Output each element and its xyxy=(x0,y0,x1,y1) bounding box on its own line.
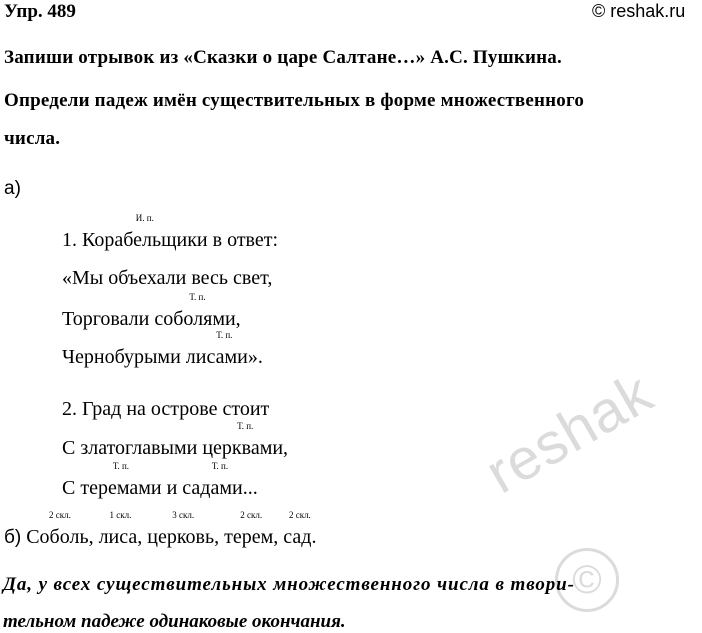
annotated-word xyxy=(80,461,162,500)
case-label: Т. п. xyxy=(189,292,206,302)
case-label: И. п. xyxy=(135,213,154,223)
watermark-text: reshak xyxy=(475,359,664,507)
declension-word xyxy=(224,510,279,549)
declension-label: 2 скл. xyxy=(288,510,311,520)
part-b-label: б) xyxy=(4,527,22,548)
word: теремами xyxy=(80,477,162,499)
line-text: Чернобурыми xyxy=(62,346,181,368)
line-text: С xyxy=(62,477,76,499)
annotated-word xyxy=(154,292,241,331)
declension-word xyxy=(98,510,143,549)
stanza-2-line-2 xyxy=(62,421,289,460)
stanza-1-line-3 xyxy=(62,292,241,331)
declension-word xyxy=(147,510,220,549)
answer-line-1: Да, у всех существительных множественного числа в твори- xyxy=(3,574,575,595)
declension-word xyxy=(283,510,317,549)
stanza-1-line-1 xyxy=(62,213,279,252)
annotated-word xyxy=(202,421,289,460)
word: сад. xyxy=(283,526,317,548)
declension-word xyxy=(26,510,94,549)
stanza-2-line-3 xyxy=(62,461,258,500)
case-label: Т. п. xyxy=(216,330,233,340)
task-line-2: Определи падеж имён существительных в форме множественного xyxy=(4,90,585,111)
declension-label: 3 скл. xyxy=(172,510,195,520)
line-number: 1. xyxy=(62,229,77,251)
word: лисами». xyxy=(185,346,263,368)
word: Соболь, xyxy=(26,526,94,548)
watermark-copyright-icon: © xyxy=(555,548,619,612)
part-b-line xyxy=(4,510,317,549)
part-a-label: а) xyxy=(4,178,21,199)
stanza-1-line-4 xyxy=(62,330,263,369)
word: соболями, xyxy=(154,308,241,330)
task-line-1: Запиши отрывок из «Сказки о царе Салтане…» А.С. Пушкина. xyxy=(4,47,562,68)
task-line-3: числа. xyxy=(4,128,61,149)
line-text: и xyxy=(166,477,178,499)
declension-label: 2 скл. xyxy=(240,510,263,520)
exercise-number: Упр. 489 xyxy=(4,1,76,22)
site-credit: © reshak.ru xyxy=(592,1,686,21)
stanza-2-line-1: 2. Град на острове стоит xyxy=(62,398,270,420)
line-text: в ответ: xyxy=(212,229,279,251)
line-text: Торговали xyxy=(62,308,150,330)
word: церквами, xyxy=(202,437,289,459)
case-label: Т. п. xyxy=(237,421,254,431)
case-label: Т. п. xyxy=(211,461,229,471)
stanza-1-line-2: «Мы объехали весь свет, xyxy=(62,267,273,289)
line-text: С златоглавыми xyxy=(62,437,198,459)
case-label: Т. п. xyxy=(112,461,130,471)
declension-label: 2 скл. xyxy=(48,510,71,520)
word: терем, xyxy=(224,526,279,548)
word: церковь, xyxy=(147,526,220,548)
annotated-word xyxy=(82,213,208,252)
answer-line-2: тельном падеже одинаковые окончания. xyxy=(3,611,346,632)
word: садами... xyxy=(182,477,258,499)
declension-label: 1 скл. xyxy=(109,510,132,520)
word: Корабельщики xyxy=(82,229,208,251)
word: лиса, xyxy=(98,526,143,548)
annotated-word xyxy=(182,461,258,500)
annotated-word xyxy=(185,330,263,369)
